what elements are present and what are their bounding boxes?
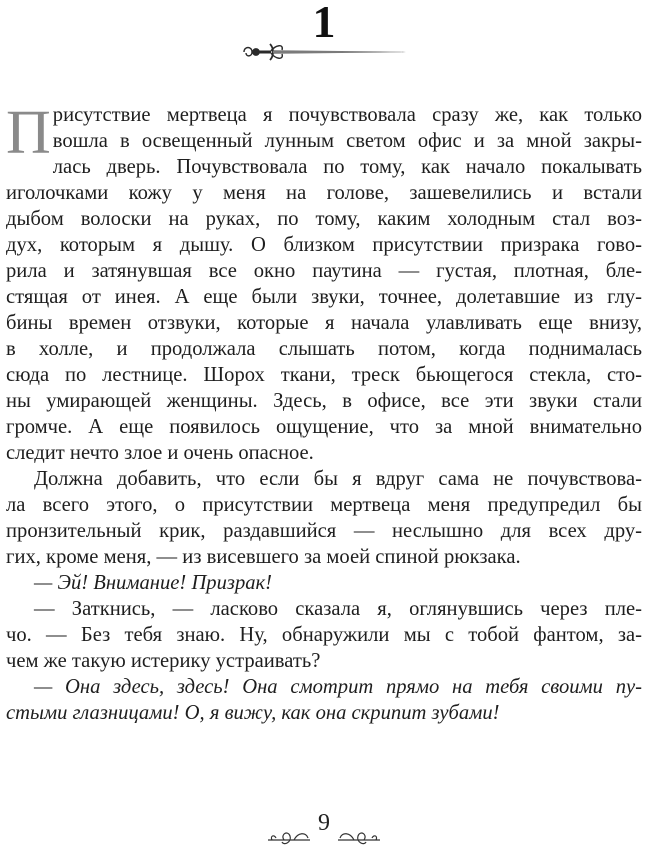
- text-line: чем же такую истерику устраивать?: [6, 650, 321, 672]
- text-line: следит нечто злое и очень опасное.: [6, 442, 314, 464]
- text-line: гих, кроме меня, — из висевшего за моей спиной рюкзака.: [6, 546, 521, 568]
- paragraph: [6, 596, 642, 674]
- text-line: иголочками кожу у меня на голове, зашевелились и встали: [6, 182, 642, 204]
- paragraph: [6, 99, 642, 466]
- text-line: дыбом волоски на руках, по тому, каким холодным стал воз-: [6, 208, 642, 230]
- text-line: стыми глазницами! О, я вижу, как она скрипит зубами!: [6, 702, 500, 724]
- text-line: — Заткнись, — ласково сказала я, оглянувшись через пле-: [34, 598, 642, 620]
- chapter-number: 1: [312, 0, 336, 47]
- text-line: ла всего этого, о присутствии мертвеца меня предупредил бы: [6, 494, 642, 516]
- text-line: Должна добавить, что если бы я вдруг сама не почувствова-: [34, 468, 642, 490]
- text-line: — Эй! Внимание! Призрак!: [34, 572, 273, 594]
- text-line: ны умирающей женщины. Здесь, в офисе, все эти звуки стали: [6, 390, 642, 412]
- text-line: в холле, и продолжала слышать потом, когда поднималась: [6, 338, 642, 360]
- text-line: рисутствие мертвеца я почувствовала сразу же, как только: [52, 104, 642, 126]
- text-line: вошла в освещенный лунным светом офис и за мной закры-: [52, 130, 642, 152]
- text-line: рила и затянувшая все окно паутина — густая, плотная, бле-: [6, 260, 642, 282]
- sword-ornament-icon: [240, 40, 408, 64]
- text-line: бины времен отзвуки, которые я начала улавливать еще внизу,: [6, 312, 642, 334]
- paragraph: [6, 466, 642, 570]
- text-line: — Она здесь, здесь! Она смотрит прямо на тебя своими пу-: [34, 676, 642, 698]
- dialogue-paragraph: [6, 674, 642, 726]
- body-text: [6, 99, 642, 726]
- text-line: лась дверь. Почувствовала по тому, как начало покалывать: [52, 156, 642, 178]
- dialogue-paragraph: [6, 570, 642, 596]
- text-line: сюда по лестнице. Шорох ткани, треск бьющегося стекла, сто-: [6, 364, 642, 386]
- text-line: стящая от инея. А еще были звуки, точнее, долетавшие из глу-: [6, 286, 642, 308]
- text-line: громче. А еще появилось ощущение, что за мной внимательно: [6, 416, 642, 438]
- page-number: 9: [318, 810, 330, 836]
- text-line: пронзительный крик, раздавшийся — неслышно для всех дру-: [6, 520, 642, 542]
- text-line: дух, которым я дышу. О близком присутствии призрака гово-: [6, 234, 642, 256]
- dropcap-letter: П: [6, 99, 51, 167]
- text-line: чо. — Без тебя знаю. Ну, обнаружили мы с тобой фантом, за-: [6, 624, 642, 646]
